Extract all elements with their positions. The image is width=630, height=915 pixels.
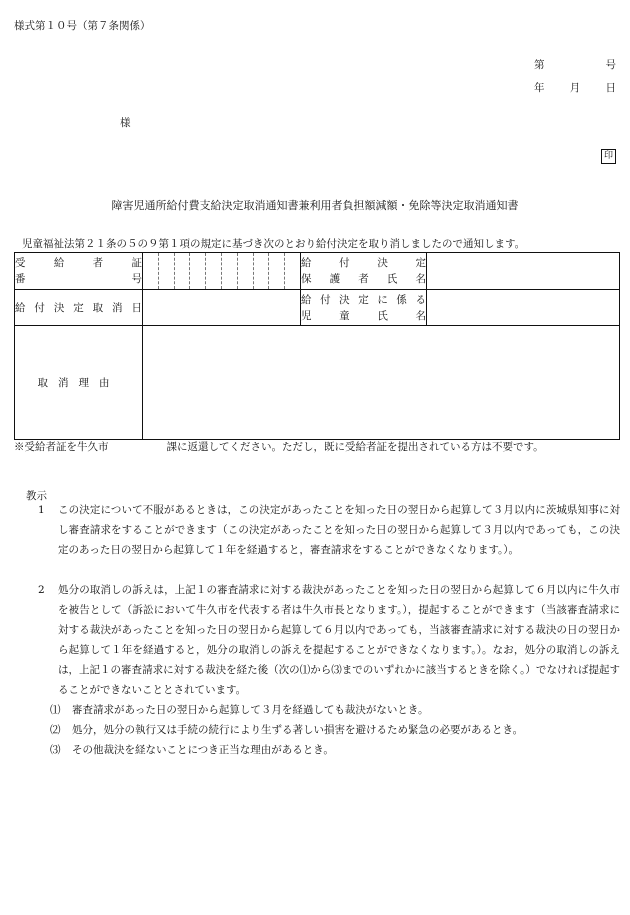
cancel-reason-label: 取消理由: [15, 326, 143, 440]
char: 児: [301, 309, 312, 322]
guardian-name-label: [301, 253, 427, 290]
digit-box[interactable]: [175, 253, 191, 289]
number-suffix: 号: [605, 59, 616, 71]
return-note: [14, 439, 544, 454]
char: 番: [15, 273, 26, 285]
digit-box[interactable]: [285, 253, 300, 289]
label-line: [301, 292, 426, 308]
char: 日: [131, 301, 142, 314]
cancel-date-label: [15, 290, 143, 326]
char: 号: [131, 273, 142, 285]
label-line: [301, 255, 426, 271]
instruction-item-1: [38, 500, 620, 560]
digit-box[interactable]: [238, 253, 254, 289]
char: 名: [415, 309, 426, 322]
char: 付: [320, 293, 331, 306]
char: 給: [15, 301, 26, 314]
char: 係: [396, 293, 407, 306]
sub-item-number: ⑶: [50, 744, 61, 756]
char: る: [415, 293, 426, 306]
char: 氏: [377, 309, 388, 322]
table-row: [15, 290, 620, 326]
char: 者: [358, 273, 369, 285]
recipient-number-label: [15, 253, 143, 290]
date-month: 月: [569, 82, 581, 94]
table-row: [15, 326, 620, 440]
digit-box[interactable]: [206, 253, 222, 289]
seal-mark: 印: [601, 149, 616, 164]
digit-box[interactable]: [269, 253, 285, 289]
date-day: 日: [605, 82, 616, 94]
instruction-heading: 教示: [26, 490, 47, 502]
char: 給: [301, 293, 312, 306]
digit-boxes: [143, 253, 300, 289]
char: 付: [339, 257, 350, 269]
char: 定: [358, 293, 369, 306]
char: 付: [34, 301, 45, 314]
sub-item-number: ⑴: [50, 704, 61, 716]
cancel-reason-field[interactable]: [143, 326, 620, 440]
item-number: 1: [38, 504, 45, 516]
char: 氏: [386, 273, 398, 285]
digit-box[interactable]: [190, 253, 206, 289]
item-text: この決定について不服があるときは，この決定があったことを知った日の翌日から起算して３月以内に茨城県知事に対し審査請求をすることができます（この決定があったことを知った日の翌日から起算して３月以内であっても，この決定のあった日の翌日から起算して１年を経過すると，審査請求をすることができなくなります。）。: [58, 504, 620, 556]
item-number: 2: [38, 584, 45, 596]
char: 保: [301, 273, 312, 285]
notice-form-table: [14, 252, 620, 440]
label-line: [15, 271, 142, 287]
child-name-field[interactable]: [427, 290, 620, 326]
form-number: 様式第１０号（第７条関係）: [14, 20, 151, 32]
char: 決: [339, 293, 350, 306]
lead-sentence: 児童福祉法第２１条の５の９第１項の規定に基づき次のとおり給付決定を取り消しましたので通知します。: [22, 238, 526, 250]
date-row: [534, 80, 616, 95]
child-name-label: [301, 290, 427, 326]
number-prefix: 第: [534, 59, 545, 71]
sub-item-3: [50, 740, 620, 760]
guardian-name-field[interactable]: [427, 253, 620, 290]
char: 消: [112, 301, 123, 314]
char: 定: [73, 301, 84, 314]
digit-box[interactable]: [254, 253, 270, 289]
label-line: [301, 308, 426, 324]
sub-item-text: その他裁決を経ないことにつき正当な理由があるとき。: [72, 744, 334, 756]
sub-item-2: [50, 720, 620, 740]
sub-item-text: 審査請求があった日の翌日から起算して３月を経過しても裁決がないとき。: [72, 704, 429, 716]
cancel-date-field[interactable]: [143, 290, 301, 326]
label-line: [301, 271, 426, 287]
char: 決: [53, 301, 65, 314]
label-line: [15, 300, 142, 316]
digit-box[interactable]: [222, 253, 238, 289]
char: 名: [415, 273, 426, 285]
addressee-suffix: 様: [120, 117, 131, 129]
char: 童: [339, 309, 350, 322]
char: 取: [92, 301, 104, 314]
note-text-end: 課に返還してください。ただし，既に受給者証を提出されている方は不要です。: [166, 441, 544, 453]
digit-box[interactable]: [159, 253, 175, 289]
document-title: 障害児通所給付費支給決定取消通知書兼利用者負担額減額・免除等決定取消通知書: [111, 199, 519, 212]
table-row: [15, 253, 620, 290]
char: 者: [92, 257, 104, 269]
sub-item-number: ⑵: [50, 724, 61, 736]
char: 給: [301, 257, 312, 269]
char: 給: [53, 257, 65, 269]
recipient-number-field[interactable]: [143, 253, 301, 290]
char: に: [377, 293, 388, 306]
char: 証: [131, 257, 142, 269]
char: 受: [15, 257, 26, 269]
item-text: 処分の取消しの訴えは，上記１の審査請求に対する裁決があったことを知った日の翌日から起算して６月以内に牛久市を被告として（訴訟において牛久市を代表する者は牛久市長となります。），提起することができます（当該審査請求に対する裁決があったことを知った日の翌日から起算して６月以内であっても，当該審査請求に対する裁決の日の翌日から起算して１年を経過すると，処分の取消しの訴えを提起することができなくなります。）。なお，処分の取消しの訴えは，上記１の審査請求に対する裁決を経た後（次の⑴から⑶までのいずれかに該当するときを除く。）でなければ提起することができないこととされています。: [58, 584, 620, 696]
date-year: 年: [534, 82, 545, 94]
document-number-row: [534, 57, 616, 72]
char: 決: [377, 257, 388, 269]
char: 護: [329, 273, 341, 285]
sub-item-1: [50, 700, 620, 720]
char: 定: [415, 257, 426, 269]
label-line: [15, 255, 142, 271]
digit-box[interactable]: [143, 253, 159, 289]
note-text-start: ※受給者証を牛久市: [14, 441, 109, 453]
instruction-item-2: [38, 580, 620, 700]
sub-item-text: 処分，処分の執行又は手続の続行により生ずる著しい損害を避けるため緊急の必要があるとき。: [72, 724, 524, 736]
